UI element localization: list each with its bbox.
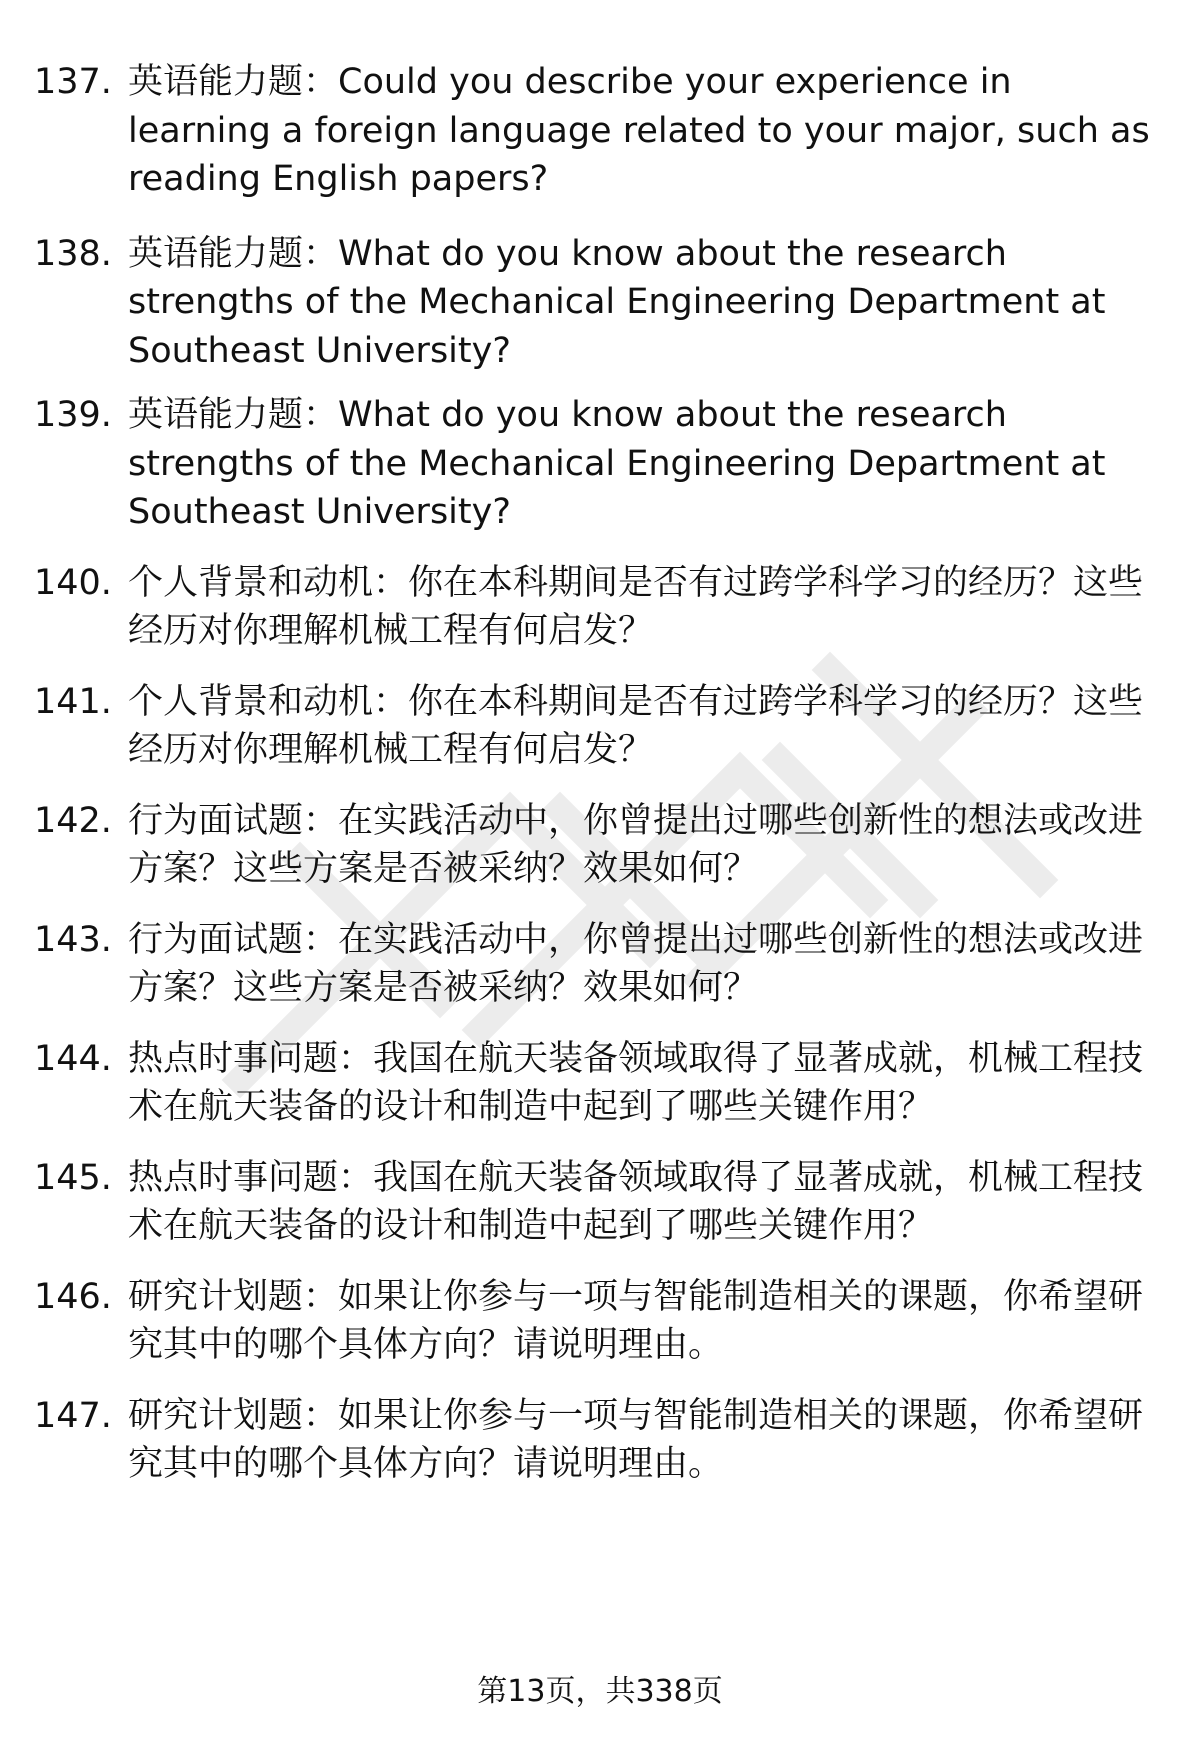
question-number: 140. [34,562,112,603]
question-item-142 [34,797,1164,894]
question-number: 141. [34,681,112,722]
question-text: 行为面试题：在实践活动中，你曾提出过哪些创新性的想法或改进方案？这些方案是否被采纳？效果如何？ [128,800,1144,889]
question-text: 个人背景和动机：你在本科期间是否有过跨学科学习的经历？这些经历对你理解机械工程有何启发？ [128,562,1144,651]
question-item-137 [34,58,1164,204]
question-text: 研究计划题：如果让你参与一项与智能制造相关的课题，你希望研究其中的哪个具体方向？请说明理由。 [128,1276,1144,1365]
question-text: 英语能力题：What do you know about the research strengths of the Mechanical Engineering Department at Southeast University? [128,395,1106,532]
question-number: 137. [34,62,112,102]
question-number: 139. [34,395,112,435]
question-item-146 [34,1273,1164,1370]
question-item-141 [34,678,1164,775]
page-number-footer: 第13页，共338页 [477,1674,723,1709]
question-item-140 [34,559,1164,656]
question-item-145 [34,1154,1164,1251]
question-text: 英语能力题：Could you describe your experience in learning a foreign language related to your major, such as reading English papers? [128,62,1150,199]
question-number: 146. [34,1276,112,1317]
question-text: 热点时事问题：我国在航天装备领域取得了显著成就，机械工程技术在航天装备的设计和制造中起到了哪些关键作用？ [128,1157,1144,1246]
question-text: 研究计划题：如果让你参与一项与智能制造相关的课题，你希望研究其中的哪个具体方向？请说明理由。 [128,1395,1144,1484]
question-text: 英语能力题：What do you know about the research strengths of the Mechanical Engineering Department at Southeast University? [128,233,1106,371]
question-number: 145. [34,1157,112,1198]
question-text: 行为面试题：在实践活动中，你曾提出过哪些创新性的想法或改进方案？这些方案是否被采纳？效果如何？ [128,919,1144,1008]
question-list [34,58,1164,1489]
question-number: 138. [34,233,112,274]
question-item-139 [34,391,1164,537]
question-number: 142. [34,800,112,841]
question-number: 143. [34,919,112,960]
question-text: 热点时事问题：我国在航天装备领域取得了显著成就，机械工程技术在航天装备的设计和制造中起到了哪些关键作用？ [128,1038,1144,1127]
question-item-138 [34,230,1164,376]
question-number: 147. [34,1395,112,1436]
question-text: 个人背景和动机：你在本科期间是否有过跨学科学习的经历？这些经历对你理解机械工程有何启发？ [128,681,1144,770]
question-item-147 [34,1392,1164,1489]
question-item-144 [34,1035,1164,1132]
question-item-143 [34,916,1164,1013]
question-number: 144. [34,1038,112,1079]
